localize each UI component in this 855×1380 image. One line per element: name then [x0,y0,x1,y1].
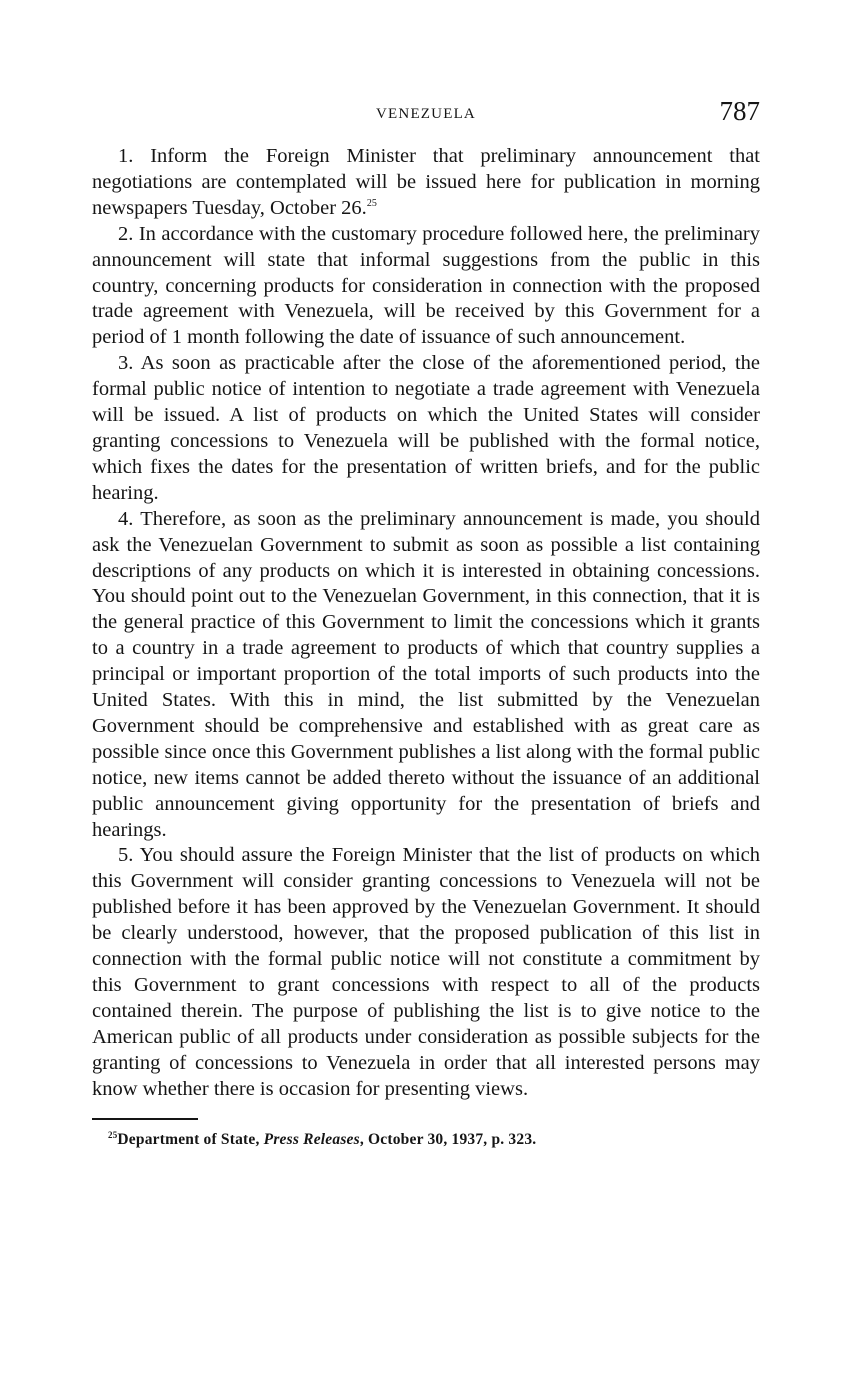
paragraph-1-text: 1. Inform the Foreign Minister that preliminary announcement that negotiations are contemplated will be issued here for publication in morning newspapers Tuesday, October 26. [92,145,760,219]
paragraph-2: 2. In accordance with the customary procedure followed here, the preliminary announcement will state that informal suggestions from the public in this country, concerning products for consideration in connection with the proposed trade agreement with Venezuela, will be received by this Government for a period of 1 month following the date of issuance of such announcement. [92,222,760,349]
paragraph-4: 4. Therefore, as soon as the preliminary announcement is made, you should ask the Venezuelan Government to submit as soon as possible a list containing descriptions of any products on which it is interested in obtaining concessions. You should point out to the Venezuelan Government, in this connection, that it is the general practice of this Government to limit the concessions which it grants to a country in a trade agreement to products of which that country supplies a principal or important proportion of the total imports of such products into the United States. With this in mind, the list submitted by the Venezuelan Government should be comprehensive and established with as great care as possible since once this Government publishes a list along with the formal public notice, new items cannot be added thereto without the issuance of an additional public announcement giving opportunity for the presentation of briefs and hearings. [92,507,760,841]
footnote-title: Press Releases [263,1130,360,1148]
footnote-reference: 25 [366,197,377,209]
footnote-divider [92,1118,198,1120]
running-header [92,96,760,136]
footnote-suffix: , October 30, 1937, p. 323. [359,1130,537,1148]
footnote [92,1130,760,1150]
paragraph-1 [92,144,760,222]
document-page [92,96,760,1150]
footnote-marker: 25 [108,1129,118,1140]
paragraph-3: 3. As soon as practicable after the close of the aforementioned period, the formal public notice of intention to negotiate a trade agreement with Venezuela will be issued. A list of products on which the United States will consider granting concessions to Venezuela will be published with the formal notice, which fixes the dates for the presentation of written briefs, and for the public hearing. [92,352,760,504]
running-title: VENEZUELA [376,106,476,122]
body-text [92,144,760,1103]
page-number: 787 [719,96,760,126]
paragraph-5: 5. You should assure the Foreign Minister that the list of products on which this Government will consider granting concessions to Venezuela will not be published before it has been approved by the Venezuelan Government. It should be clearly understood, however, that the proposed publication of this list in connection with the formal public notice will not constitute a commitment by this Government to grant concessions with respect to all of the products contained therein. The purpose of publishing the list is to give notice to the American public of all products under consideration as possible subjects for the granting of concessions to Venezuela in order that all interested persons may know whether there is occasion for presenting views. [92,844,760,1100]
footnote-prefix: Department of State, [117,1130,264,1148]
